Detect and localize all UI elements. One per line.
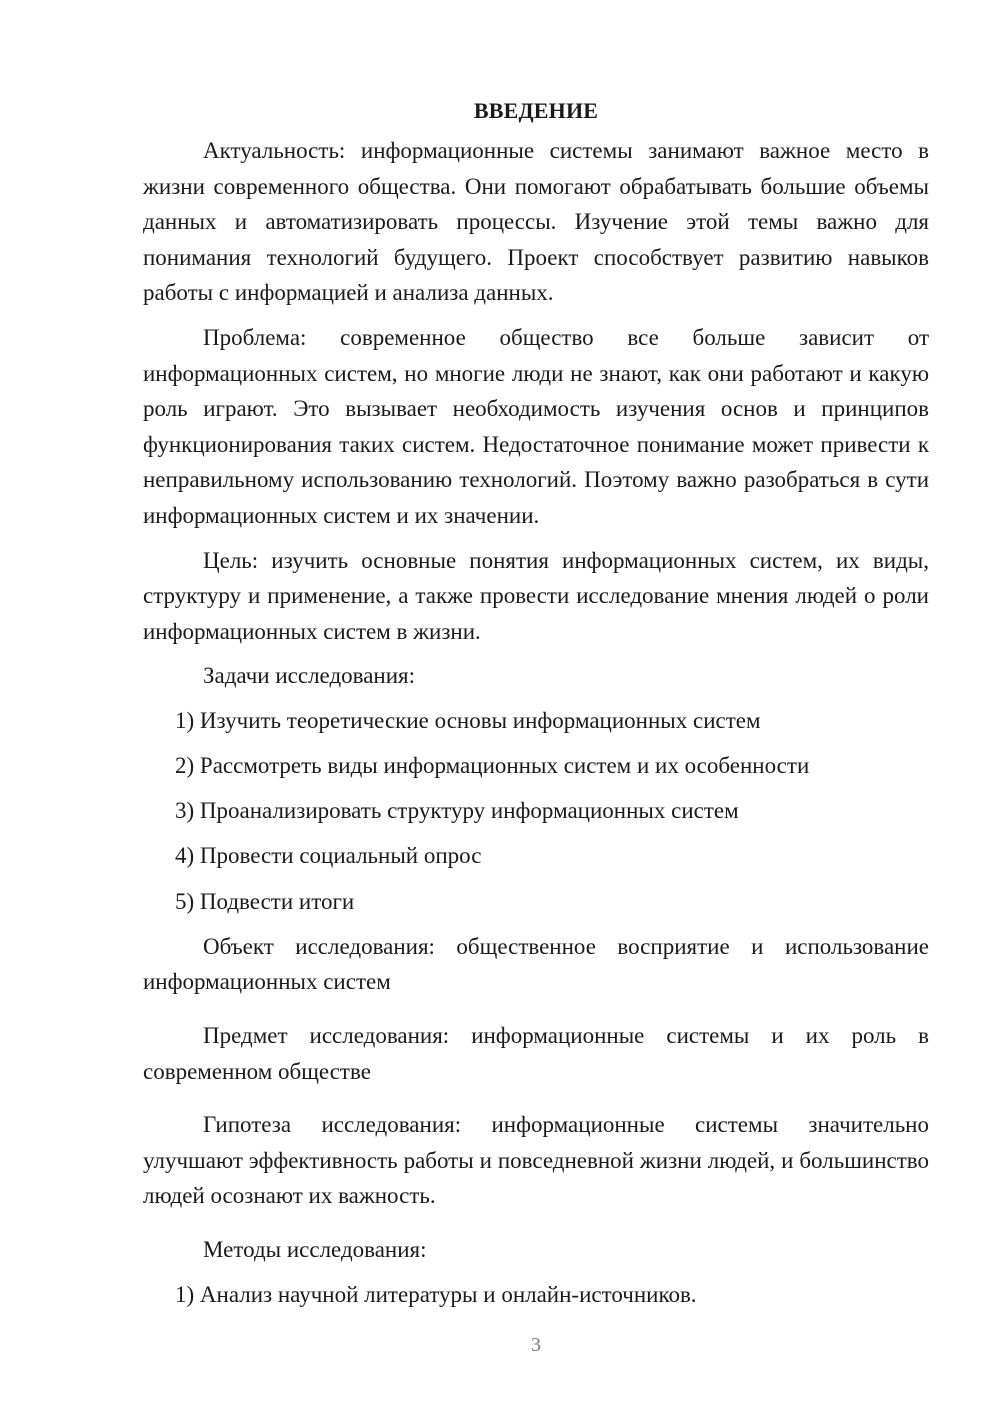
page-number: 3 (531, 1334, 541, 1356)
object-paragraph: Объект исследования: общественное восприятие и использование информационных систем (143, 933, 929, 995)
methods-label: Методы исследования: (203, 1237, 427, 1262)
list-item: 2) Рассмотреть виды информационных систем и их особенности (175, 753, 810, 779)
list-item: 1) Анализ научной литературы и онлайн-источников. (175, 1281, 697, 1307)
goal-paragraph: Цель: изучить основные понятия информационных систем, их виды, структуру и применение, а также провести исследование мнения людей о роли информационных систем в жизни. (143, 547, 929, 644)
tasks-list (143, 703, 929, 919)
document-page (143, 93, 929, 1322)
list-item: 1) Изучить теоретические основы информационных систем (175, 707, 761, 733)
relevance-paragraph: Актуальность: информационные системы занимают важное место в жизни современного общества. Они помогают обрабатывать большие объемы данных и автоматизировать процессы. Изучение этой темы важно для понимания технологий будущего. Проект способствует развитию навыков работы с информацией и анализа данных. (143, 138, 929, 306)
problem-paragraph: Проблема: современное общество все больше зависит от информационных систем, но многие люди не знают, как они работают и какую роль играют. Это вызывает необходимость изучения основ и принципов функционирования таких систем. Недостаточное понимание может привести к неправильному использованию технологий. Поэтому важно разобраться в сути информационных систем и их значении. (143, 324, 929, 528)
tasks-label: Задачи исследования: (203, 663, 416, 689)
list-item: 5) Подвести итоги (175, 888, 355, 914)
list-item: 4) Провести социальный опрос (175, 843, 482, 869)
subject-paragraph: Предмет исследования: информационные системы и их роль в современном обществе (143, 1023, 929, 1084)
page-title: ВВЕДЕНИЕ (473, 98, 599, 123)
list-item: 3) Проанализировать структуру информационных систем (175, 798, 739, 824)
hypothesis-paragraph: Гипотеза исследования: информационные системы значительно улучшают эффективность работы и повседневной жизни людей, и большинство людей осознают их важность. (143, 1112, 929, 1209)
methods-list (143, 1277, 929, 1313)
